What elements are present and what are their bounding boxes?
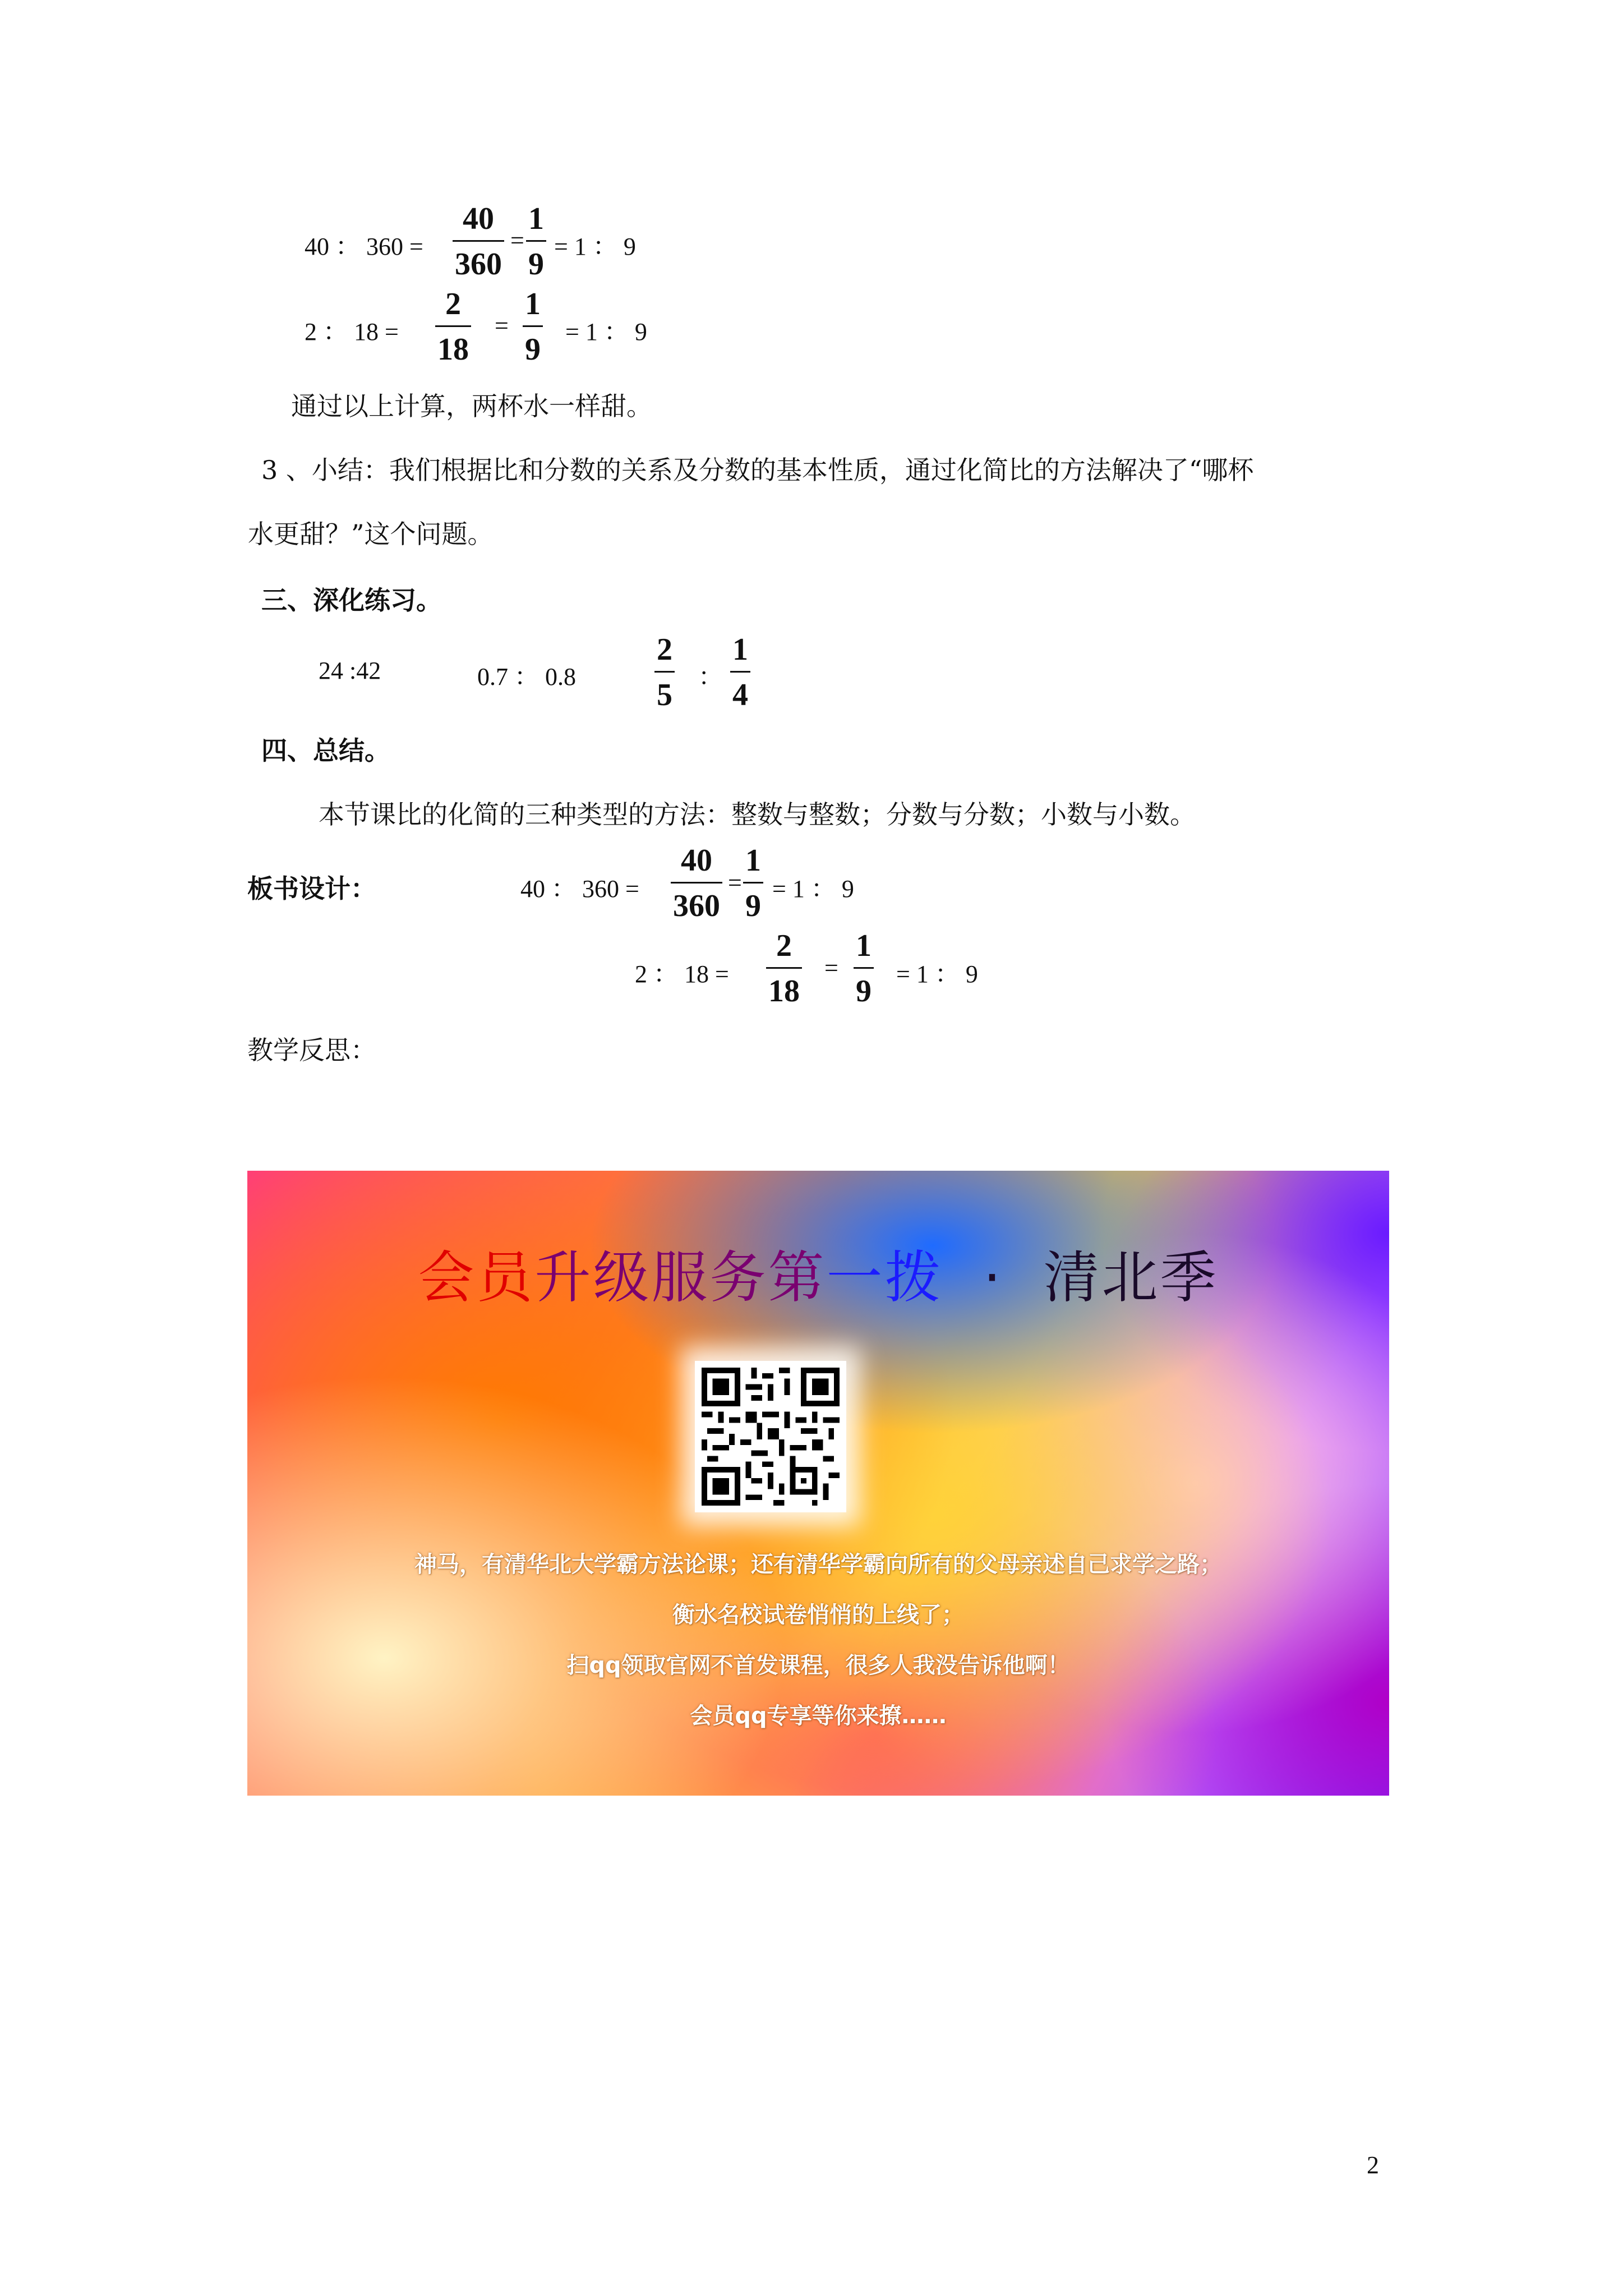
eq1-f2-num: 1 <box>528 201 544 236</box>
board-eq1-f1-den: 360 <box>673 889 720 923</box>
banner-title-part: 清北季 <box>1043 1245 1219 1310</box>
conclusion-text: 通过以上计算，两杯水一样甜。 <box>291 391 652 421</box>
board-eq2-fraction-1 <box>766 930 802 1007</box>
board-eq1-mid-equals: = <box>728 869 742 896</box>
summary-line-2: 水更甜？”这个问题。 <box>248 519 494 549</box>
board-eq1-fraction-2 <box>743 845 763 922</box>
ex3-f2-num: 1 <box>732 632 748 667</box>
eq2-f1-den: 18 <box>437 332 469 367</box>
board-eq2-rhs: = 1 ： 9 <box>896 960 978 988</box>
eq2-rhs: = 1 ： 9 <box>565 318 647 346</box>
exercise-3-fraction-2 <box>730 634 750 711</box>
promo-banner[interactable] <box>247 1171 1389 1796</box>
qr-code-icon <box>702 1368 840 1506</box>
eq2-lhs: 2 ： 18 = <box>305 318 399 346</box>
board-eq2-lhs: 2 ： 18 = <box>635 960 729 988</box>
banner-title-part: 一拨 <box>826 1245 943 1310</box>
eq2-fraction-2 <box>523 288 543 365</box>
banner-title-part: · <box>943 1245 1044 1310</box>
exercise-3-colon: ： <box>698 663 723 691</box>
board-eq2-f1-num: 2 <box>776 928 792 963</box>
eq2-fraction-1 <box>435 288 471 365</box>
ex3-f1-den: 5 <box>657 678 672 712</box>
teaching-reflection-label: 教学反思： <box>247 1035 376 1065</box>
section-4-text: 本节课比的化简的三种类型的方法：整数与整数；分数与分数；小数与小数。 <box>319 799 1196 830</box>
exercise-2: 0.7 ： 0.8 <box>477 663 576 691</box>
banner-line-1: 神马，有清华北大学霸方法论课；还有清华学霸向所有的父母亲述自己求学之路； <box>414 1552 1222 1577</box>
board-eq2-f2-num: 1 <box>856 928 872 963</box>
board-eq2-f2-den: 9 <box>856 974 872 1009</box>
board-eq1-f2-num: 1 <box>745 843 761 878</box>
ex3-f2-den: 4 <box>732 678 748 712</box>
page-number: 2 <box>1367 2151 1379 2179</box>
section-3-heading: 三、深化练习。 <box>261 585 442 615</box>
eq1-fraction-1 <box>453 203 504 280</box>
qr-code[interactable] <box>695 1361 846 1512</box>
eq1-fraction-2 <box>526 203 546 280</box>
banner-title <box>247 1232 1389 1313</box>
board-eq2-mid-equals: = <box>824 954 838 982</box>
summary-line-1: 3 、小结：我们根据比和分数的关系及分数的基本性质，通过化简比的方法解决了“哪杯 <box>261 455 1254 485</box>
board-eq1-rhs: = 1 ： 9 <box>772 875 854 903</box>
banner-line-4: 会员qq专享等你来撩…… <box>690 1703 947 1729</box>
exercise-1: 24 :42 <box>319 657 381 684</box>
eq1-f2-den: 9 <box>528 247 544 282</box>
banner-line-3: 扫qq领取官网不首发课程，很多人我没告诉他啊！ <box>566 1653 1070 1678</box>
board-eq1-lhs: 40 ： 360 = <box>520 875 639 903</box>
banner-line-2: 衡水名校试卷悄悄的上线了； <box>672 1602 964 1628</box>
board-eq1-f1-num: 40 <box>681 843 712 878</box>
eq1-lhs: 40 ： 360 = <box>305 233 423 260</box>
eq2-f2-num: 1 <box>525 287 541 321</box>
board-eq1-fraction-1 <box>671 845 722 922</box>
eq2-mid-equals: = <box>495 312 509 339</box>
eq2-f2-den: 9 <box>525 332 541 367</box>
board-eq1-f2-den: 9 <box>745 889 761 923</box>
eq1-f1-num: 40 <box>463 201 494 236</box>
section-4-heading: 四、总结。 <box>261 735 390 766</box>
board-design-label: 板书设计： <box>247 873 376 904</box>
ex3-f1-num: 2 <box>657 632 672 667</box>
eq1-mid-equals: = <box>510 227 524 254</box>
eq1-f1-den: 360 <box>455 247 502 282</box>
board-eq2-f1-den: 18 <box>768 974 800 1009</box>
eq2-f1-num: 2 <box>445 287 461 321</box>
board-eq2-fraction-2 <box>854 930 874 1007</box>
eq1-rhs: = 1 ： 9 <box>554 233 636 260</box>
banner-title-part: 升级服务第 <box>534 1245 827 1310</box>
banner-title-part: 会员 <box>418 1245 535 1310</box>
exercise-3-fraction-1 <box>654 634 675 711</box>
